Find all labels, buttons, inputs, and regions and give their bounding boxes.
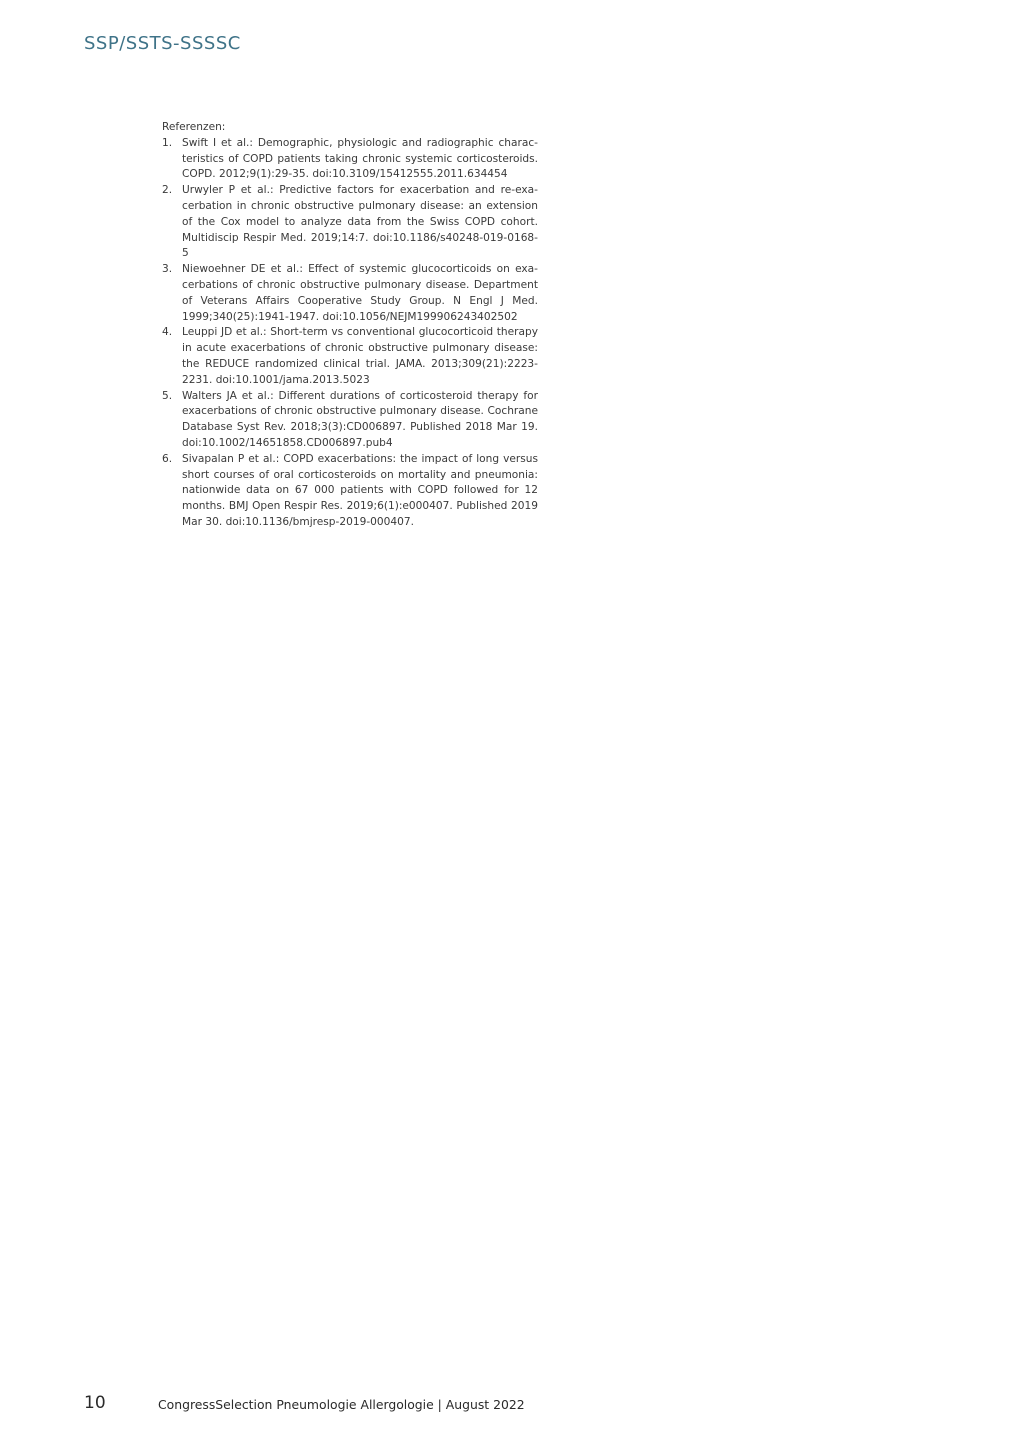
page-header-title: SSP/SSTS-SSSSC [84,33,241,54]
reference-number: 5. [162,389,173,402]
reference-text: Leuppi JD et al.: Short-term vs conventional glucocorticoid therapy in acute exacerbations of chronic obstructive pulmonary disease: the REDUCE randomized clinical trial. JAMA. 2013;309(21):2223-2231. doi:10.1001/jama.2013.5023 [182,326,538,386]
reference-number: 4. [162,326,173,339]
references-heading: Referenzen: [162,121,226,133]
page-number: 10 [84,1393,106,1413]
reference-text: Swift I et al.: Demographic, physiologic and radiographic characteristics of COPD patients taking chronic systemic corticosteroids. COPD. 2012;9(1):29-35. doi:10.3109/15412555.2011.634454 [182,136,538,181]
publication-footer: CongressSelection Pneumologie Allergologie | August 2022 [158,1397,525,1412]
reference-item [162,389,538,452]
reference-number: 3. [162,263,173,276]
reference-item [162,183,538,262]
reference-text: Walters JA et al.: Different durations of corticosteroid therapy for exacerbations of chronic obstructive pulmonary disease. Cochrane Database Syst Rev. 2018;3(3):CD006897. Published 2018 Mar 19. doi:10.1002/14651858.CD006897.pub4 [182,389,538,449]
reference-item [162,325,538,388]
references-section [162,120,538,531]
reference-item [162,452,538,531]
reference-text: Niewoehner DE et al.: Effect of systemic glucocorticoids on exacerbations of chronic obstructive pulmonary disease. Department of Veterans Affairs Cooperative Study Group. N Engl J Med. 1999;340(25):1941-1947. doi:10.1056/NEJM199906243402502 [182,263,538,323]
reference-text: Urwyler P et al.: Predictive factors for exacerbation and re-exacerbation in chronic obstructive pulmonary disease: an extension of the Cox model to analyze data from the Swiss COPD cohort. Multidiscip Respir Med. 2019;14:7. doi:10.1186/s40248-019-0168-5 [182,184,538,260]
reference-number: 1. [162,136,173,149]
reference-number: 6. [162,452,173,465]
reference-item [162,136,538,183]
reference-text: Sivapalan P et al.: COPD exacerbations: the impact of long versus short courses of oral corticosteroids on mortality and pneumonia: nationwide data on 67 000 patients with COPD followed for 12 months. BMJ Open Respir Res. 2019;6(1):e000407. Published 2019 Mar 30. doi:10.1136/bmjresp-2019-000407. [182,452,538,528]
references-list [162,136,538,531]
reference-item [162,262,538,325]
reference-number: 2. [162,184,173,197]
